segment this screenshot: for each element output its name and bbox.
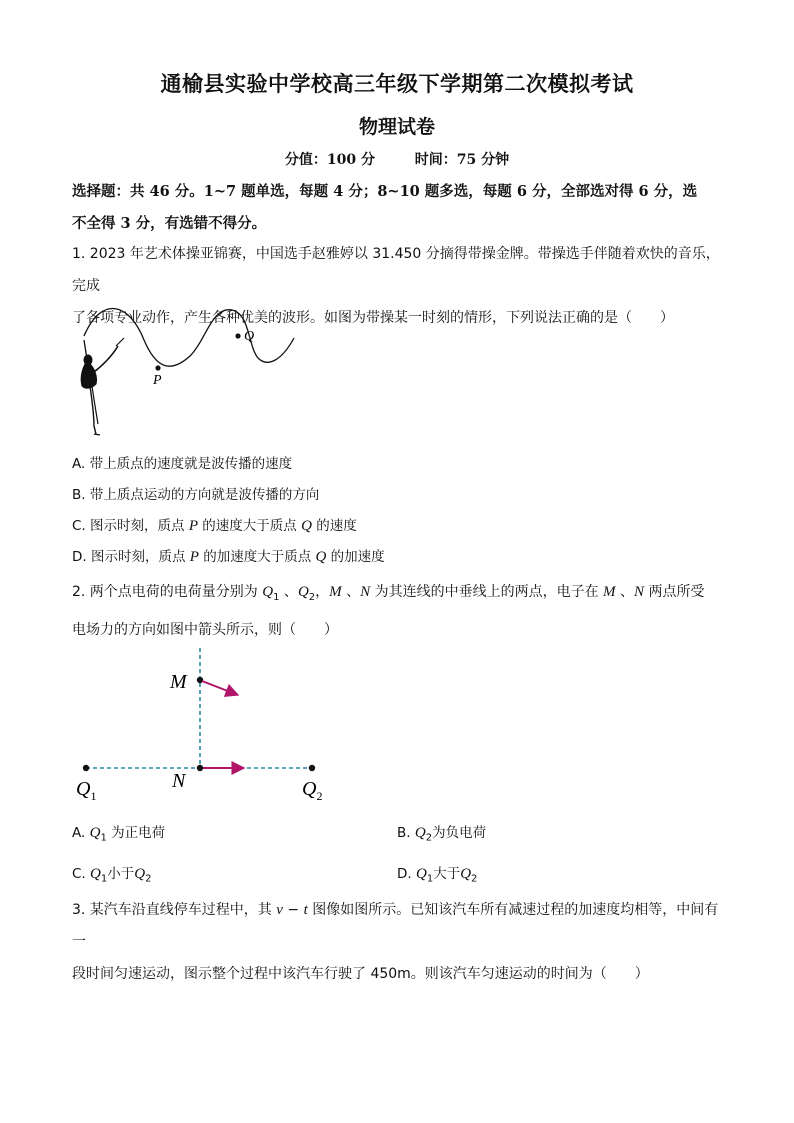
q1-d-mid: 的加速度大于质点 bbox=[198, 549, 316, 565]
q1-line-1: 1. 2023 年艺术体操亚锦赛，中国选手赵雅婷以 31.450 分摘得带操金牌。带操选手伴随着欢快的音乐，完成 bbox=[72, 246, 720, 294]
label-n: N bbox=[172, 770, 186, 792]
q2-option-b: B. $Q_2$为负电荷 bbox=[397, 825, 487, 844]
exam-title: 通榆县实验中学校高三年级下学期第二次模拟考试 bbox=[160, 71, 634, 96]
q1-c-pre: C. 图示时刻，质点 bbox=[72, 518, 189, 534]
force-arrow-m bbox=[202, 681, 238, 695]
section-line-2: 不全得 3 分，有选错不得分。 bbox=[72, 215, 267, 232]
q1-option-b: B. 带上质点运动的方向就是波传播的方向 bbox=[72, 487, 320, 503]
q1-option-a: A. 带上质点的速度就是波传播的速度 bbox=[72, 456, 293, 472]
q2-option-c: C. $Q_1$小于$Q_2$ bbox=[72, 866, 152, 885]
label-q1: $Q_1$ bbox=[76, 778, 97, 803]
section-line-1: 选择题：共 46 分。1~7 题单选，每题 4 分；8~10 题多选，每题 6 分，全部选对得 6 分，选 bbox=[72, 183, 698, 200]
section-instruction bbox=[72, 176, 722, 240]
q1-ribbon-figure bbox=[72, 300, 312, 442]
q2-line-1: 2. 两个点电荷的电荷量分别为 $Q_1$ 、$Q_2$，M 、N 为其连线的中垂线上的两点，电子在 M 、N 两点所受 bbox=[72, 584, 705, 603]
q1-c-q: Q bbox=[301, 518, 312, 534]
q1-c-post: 的速度 bbox=[311, 518, 357, 534]
q1-d-post: 的加速度 bbox=[326, 549, 385, 565]
label-m: M bbox=[170, 671, 187, 693]
q1-d-p: P bbox=[189, 549, 199, 565]
q2-option-a: A. $Q_1$ 为正电荷 bbox=[72, 825, 166, 844]
point-q-dot bbox=[235, 333, 240, 338]
point-p-dot bbox=[155, 365, 160, 370]
label-q2: $Q_2$ bbox=[302, 778, 323, 803]
q2-option-d: D. $Q_1$大于$Q_2$ bbox=[397, 866, 478, 885]
q1-option-c bbox=[72, 514, 357, 535]
point-n-dot bbox=[197, 765, 203, 771]
q1-c-mid: 的速度大于质点 bbox=[197, 518, 302, 534]
subject-title: 物理试卷 bbox=[358, 116, 435, 138]
q1-c-p: P bbox=[188, 518, 198, 534]
time-text: 时间：75 分钟 bbox=[414, 152, 510, 168]
score-text: 分值：100 分 bbox=[284, 152, 375, 168]
question-2-stem bbox=[72, 576, 724, 646]
question-3-stem bbox=[72, 894, 724, 990]
q1-d-pre: D. 图示时刻，质点 bbox=[72, 549, 190, 565]
q3-line-1: 3. 某汽车沿直线停车过程中，其 v − t 图像如图所示。已知该汽车所有减速过程的加速度均相等，中间有一 bbox=[72, 902, 719, 950]
ribbon-wave bbox=[84, 309, 294, 367]
q1-d-q: Q bbox=[315, 549, 327, 565]
label-p: P bbox=[153, 373, 162, 388]
label-q: Q bbox=[244, 329, 255, 344]
point-m-dot bbox=[197, 677, 203, 683]
q2-field-figure bbox=[72, 644, 342, 809]
q3-line-2: 段时间匀速运动，图示整个过程中该汽车行驶了 450m。则该汽车匀速运动的时间为（ ） bbox=[72, 966, 649, 982]
gymnast-icon bbox=[81, 338, 124, 435]
q2-line-2: 电场力的方向如图中箭头所示，则（ ） bbox=[72, 621, 338, 638]
score-time-line bbox=[0, 149, 794, 169]
charge-q1-dot bbox=[83, 765, 89, 771]
q1-option-d bbox=[72, 545, 385, 566]
charge-q2-dot bbox=[309, 765, 315, 771]
q1-line-2: 了各项专业动作，产生各种优美的波形。如图为带操某一时刻的情形，下列说法正确的是（ ） bbox=[72, 310, 674, 326]
